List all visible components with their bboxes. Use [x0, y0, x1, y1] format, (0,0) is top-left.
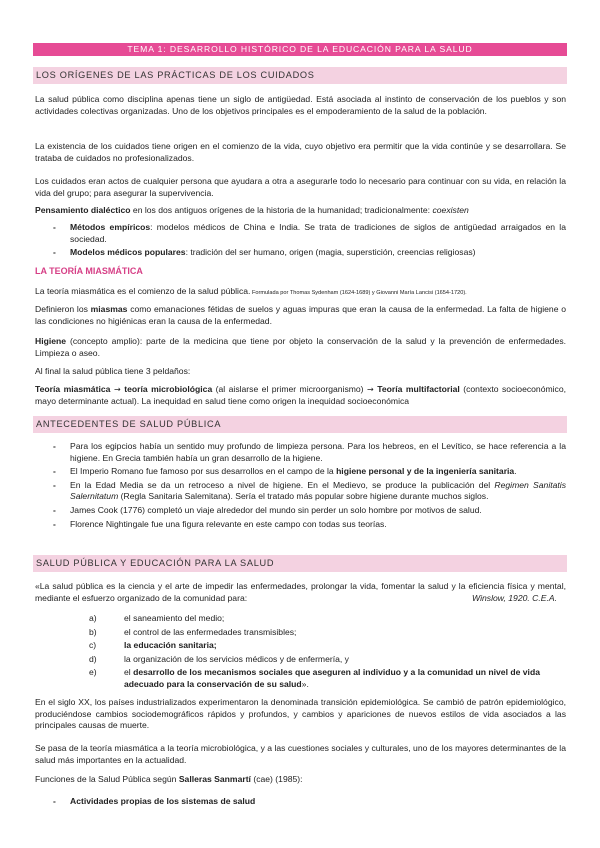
dash-bullet: - [53, 796, 56, 806]
item-text: el [124, 667, 134, 678]
functions-text: Funciones de la Salud Pública según [35, 774, 179, 784]
winslow-citation: Winslow, 1920. C.E.A. [472, 593, 557, 603]
term-miasmatic: Teoría miasmática [35, 384, 111, 394]
list-letter: c) [89, 640, 97, 651]
paragraph-epidemiological: En el siglo XX, los países industrializados experimentaron la denominada transición epidemiológica. Se cambió de patrón epidemiológico, produciéndose cambios sociodemográficos rápidos y profundos, y cambios y apariciones de nuevos estilos de vida asociados a las principales causas de muerte. [35, 697, 566, 731]
dash-bullet: - [53, 479, 56, 490]
item-text: (Regla Sanitaria Salemitana). Sería el tratado más popular sobre higiene durante muchos siglos. [118, 491, 489, 502]
item-term: higiene personal y de la ingeniería sanitaria [336, 466, 515, 477]
arrow-icon: → [366, 385, 378, 394]
hygiene-text: (concepto amplio): parte de la medicina que tiene por objeto la conservación de la salud y la prevención de enfermedades. Limpieza o aseo. [35, 336, 566, 358]
list-item [35, 466, 566, 478]
paragraph-dialectic [35, 205, 566, 217]
theory-text: (al aislarse el primer microorganismo) [212, 384, 367, 394]
dialectic-italic: coexisten [432, 205, 469, 215]
paragraph-origins-1: La salud pública como disciplina apenas tiene un siglo de antigüedad. Está asociada al instinto de conservación de los pueblos y son actividades colectivas organizadas. Uno de los objetivos principales es el empoderamiento de la salud de la población. [35, 94, 566, 116]
section-heading-public-health: SALUD PÚBLICA Y EDUCACIÓN PARA LA SALUD [33, 555, 567, 572]
paragraph-theories [35, 384, 566, 407]
list-item [35, 796, 566, 808]
item-text: el control de las enfermedades transmisibles; [124, 626, 297, 637]
winslow-list [35, 613, 566, 691]
section-heading-antecedents: ANTECEDENTES DE SALUD PÚBLICA [33, 416, 567, 433]
list-item [35, 640, 566, 652]
dash-bullet: - [53, 504, 56, 515]
term-miasmas: miasmas [90, 304, 128, 314]
item-text: ». [301, 678, 309, 689]
term-salleras: Salleras Sanmartí [178, 774, 251, 784]
subheading-miasma: LA TEORÍA MIASMÁTICA [35, 266, 143, 276]
list-letter: a) [89, 613, 97, 623]
list-item [35, 519, 566, 531]
list-letter: b) [89, 626, 97, 637]
dash-bullet: - [53, 441, 56, 451]
item-text: James Cook (1776) completó un viaje alrededor del mundo sin perder un solo hombre por motivos de salud. [70, 504, 482, 515]
list-item [35, 480, 566, 503]
item-term: desarrollo de los mecanismos sociales que aseguren al individuo y a la comunidad un nivel de vida adecuado para la conservación de su salud [124, 667, 540, 689]
item-term: la educación sanitaria; [124, 640, 217, 651]
arrow-icon: → [110, 385, 125, 394]
item-text: . [514, 466, 517, 477]
paragraph-origins-3: Los cuidados eran actos de cualquier persona que ayudara a otra a asegurarle todo lo necesario para continuar con su vida, en relación la vida del grupo; para asegurar la supervivencia. [35, 176, 566, 198]
miasma-text: Definieron los [35, 304, 91, 314]
item-text: En la Edad Media se da un retroceso a nivel de higiene. En el Medievo, se produce la publicación del [70, 479, 495, 490]
list-item [35, 613, 566, 625]
list-letter: e) [89, 667, 97, 678]
dash-bullet: - [53, 518, 56, 529]
dialectic-text: en los dos antiguos orígenes de la historia de la humanidad; tradicionalmente: [130, 205, 433, 215]
item-text: : modelos médicos de China e India. Se trata de tradiciones de siglos de antigüedad arraigados en la sociedad. [70, 222, 566, 244]
term-multifactorial: Teoría multifactorial [377, 384, 460, 394]
dash-bullet: - [53, 247, 56, 258]
list-letter: d) [89, 653, 97, 664]
list-item [35, 247, 566, 259]
item-text: la organización de los servicios médicos y de enfermería, y [124, 653, 349, 664]
item-text: : tradición del ser humano, origen (magia, superstición, creencias religiosas) [185, 247, 476, 258]
item-term: Modelos médicos populares [70, 247, 186, 258]
list-item [35, 222, 566, 245]
dash-bullet: - [53, 222, 56, 232]
dash-bullet: - [53, 466, 56, 477]
antecedents-list [35, 441, 566, 530]
item-term: Métodos empíricos [70, 222, 151, 232]
list-item [35, 441, 566, 464]
item-text: el saneamiento del medio; [124, 613, 225, 623]
paragraph-miasma-1 [35, 286, 566, 300]
item-text: Florence Nightingale fue una figura relevante en este campo con todas sus teorías. [70, 518, 387, 529]
functions-text: (cae) (1985): [250, 774, 303, 784]
item-text: El Imperio Romano fue famoso por sus desarrollos en el campo de la [70, 466, 337, 477]
paragraph-miasma-2 [35, 304, 566, 327]
chapter-banner: TEMA 1: DESARROLLO HISTÓRICO DE LA EDUCACIÓN PARA LA SALUD [33, 43, 567, 56]
paragraph-theory-shift: Se pasa de la teoría miasmática a la teoría microbiológica, y a las cuestiones sociales y culturales, uno de los mayores determinantes de la salud más importantes en la actualidad. [35, 743, 566, 765]
list-item [35, 505, 566, 517]
term-microbiological: teoría microbiológica [124, 384, 213, 394]
term-hygiene: Higiene [35, 336, 67, 346]
section-heading-origins: LOS ORÍGENES DE LAS PRÁCTICAS DE LOS CUIDADOS [33, 67, 567, 84]
list-item [35, 654, 566, 666]
origins-list [35, 222, 566, 259]
item-text: Para los egipcios había un sentido muy profundo de limpieza persona. Para los hebreos, en el Levítico, se hace referencia a la higiene. En Grecia también había un gran desarrollo de la higiene. [70, 441, 566, 463]
item-term: Actividades propias de los sistemas de salud [70, 796, 256, 806]
functions-list [35, 796, 566, 808]
winslow-quote: «La salud pública es la ciencia y el arte de impedir las enfermedades, prolongar la vida, fomentar la salud y la eficiencia física y mental, mediante el esfuerzo organizado de la comunidad para: [35, 581, 566, 603]
miasma-footnote: Formulada por Thomas Sydenham (1624-1689) y Giovanni María Lancisi (1654-1720). [250, 290, 467, 296]
miasma-text: La teoría miasmática es el comienzo de la salud pública. [35, 286, 251, 296]
list-item [35, 667, 566, 690]
list-item [35, 627, 566, 639]
paragraph-hygiene [35, 336, 566, 359]
paragraph-origins-2: La existencia de los cuidados tiene origen en el comienzo de la vida, cuyo objetivo era permitir que la vida continúe y se desarrollara. Se trataba de cuidados no profesionalizados. [35, 141, 566, 163]
paragraph-steps: Al final la salud pública tiene 3 peldaños: [35, 366, 191, 376]
item-italic: Regimen Sanitatis Salernitatum [70, 479, 566, 502]
paragraph-functions [35, 774, 566, 786]
term-dialectic: Pensamiento dialéctico [35, 205, 131, 215]
miasma-text: como emanaciones fétidas de suelos y aguas impuras que eran la causa de la enfermedad. La falta de higiene o las condiciones no higiénicas eran la causa de la enfermedad. [35, 304, 566, 326]
theory-text: (contexto socioeconómico, mayo determinante actual). La inequidad en salud tiene como origen la inequidad socioeconómica [35, 384, 567, 406]
